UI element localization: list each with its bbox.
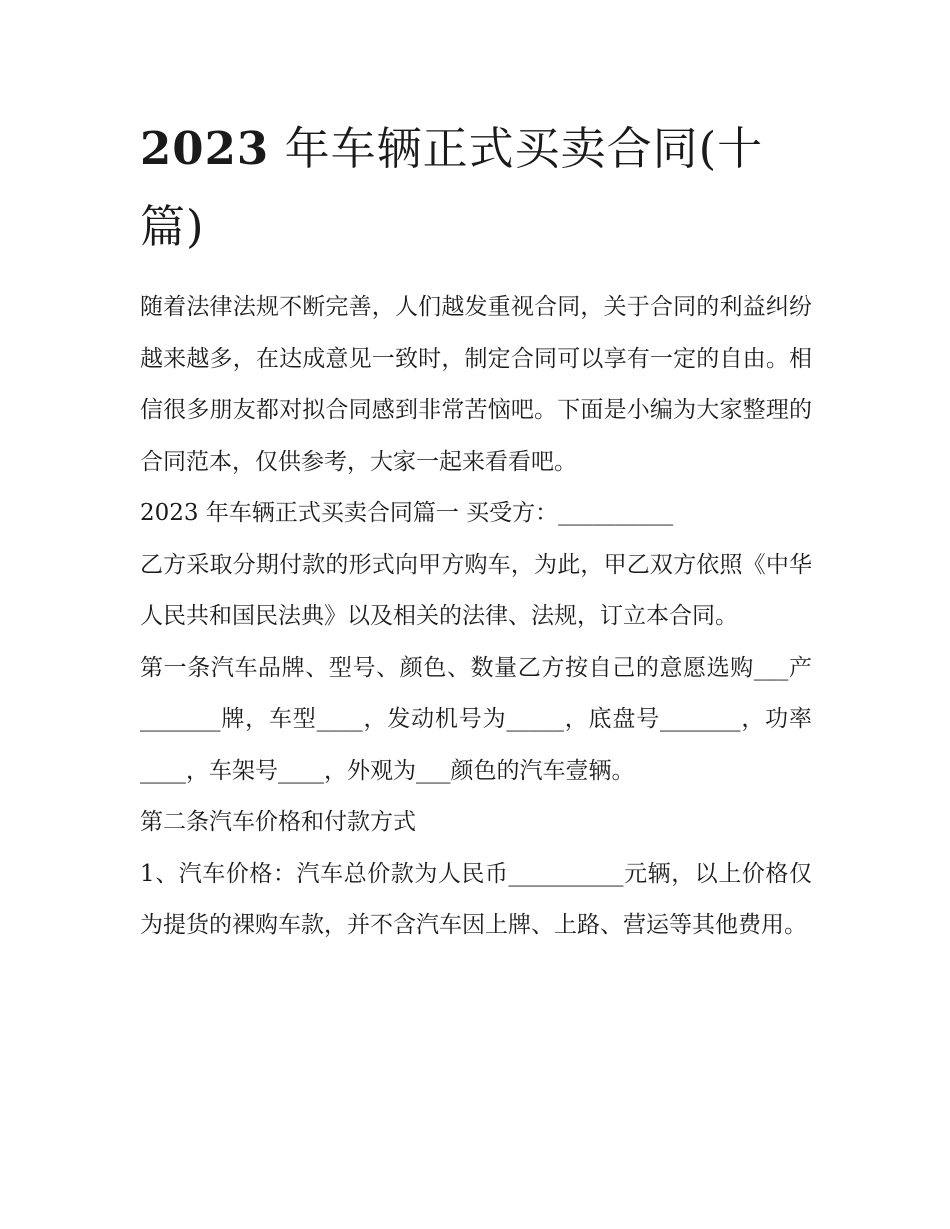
article-two-heading: 第二条汽车价格和付款方式 xyxy=(140,809,416,835)
price-paragraph: 1、汽车价格：汽车总价款为人民币__________元辆，以上价格仅为提货的裸购车款，并不含汽车因上牌、上路、营运等其他费用。 xyxy=(140,860,812,938)
contract-heading-buyer: 2023 年车辆正式买卖合同篇一 买受方：__________ xyxy=(140,500,674,526)
document-page xyxy=(140,110,812,952)
title-text: 年车辆正式买卖合同(十篇) xyxy=(140,122,764,253)
title-year: 2023 xyxy=(140,122,270,175)
article-one-paragraph: 第一条汽车品牌、型号、颜色、数量乙方按自己的意愿选购___产_______牌，车型____，发动机号为_____，底盘号_______，功率____，车架号____，外观为___颜色的汽车壹辆。 xyxy=(140,654,812,784)
intro-paragraph: 随着法律法规不断完善，人们越发重视合同，关于合同的利益纠纷越来越多，在达成意见一致时，制定合同可以享有一定的自由。相信很多朋友都对拟合同感到非常苦恼吧。下面是小编为大家整理的合同范本，仅供参考，大家一起来看看吧。 xyxy=(140,294,812,475)
document-title xyxy=(140,110,812,266)
installment-paragraph: 乙方采取分期付款的形式向甲方购车，为此，甲乙双方依照《中华人民共和国民法典》以及相关的法律、法规，订立本合同。 xyxy=(140,551,812,629)
